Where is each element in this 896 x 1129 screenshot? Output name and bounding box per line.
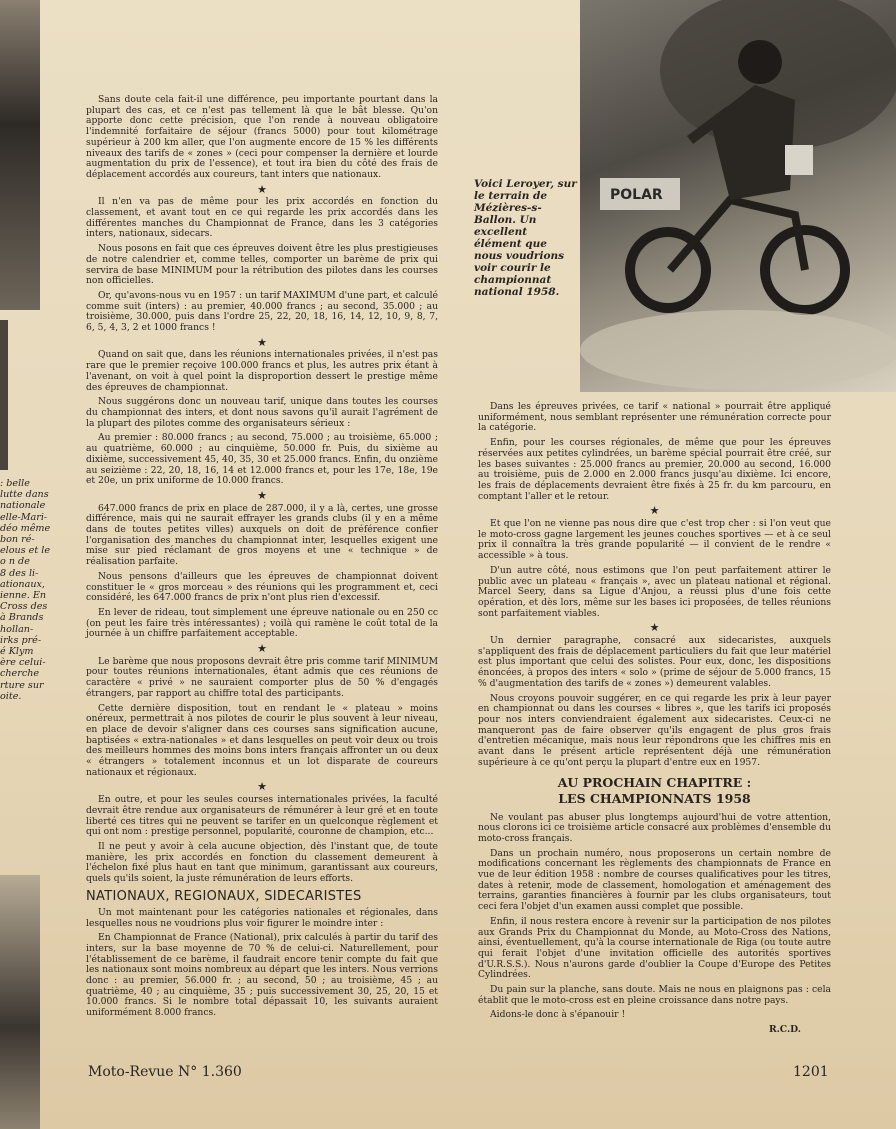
right-column (478, 402, 831, 1036)
paragraph: Nous croyons pouvoir suggérer, en ce qui regarde les prix à leur payer en championnat ou dans les courses « libres », que les tarifs ici proposés pour nos inters conviendraient également aux sidecaristes. Ceux-ci ne manqueront pas de faire observer qu'ils engagent de plus gros frais d'entretien mécanique, mais nous leur répondrons que les chiffres mis en avant dans le présent article représentent déjà une rémunération supérieure à ce qu'ont perçu la plupart d'entre eux en 1957. (478, 692, 831, 768)
side-fragment-line: irks pré- (0, 634, 42, 646)
paragraph: Il ne peut y avoir à cela aucune objection, dès l'instant que, de toute manière, les prix accordés en fonction du classement demeurent à l'échelon fixé plus haut en tant que minimum, garantissant aux coureurs, quels qu'ils soient, la juste rémunération de leurs efforts. (86, 841, 438, 885)
side-fragment-line: ationaux, (0, 578, 45, 590)
paragraph: Nous pensons d'ailleurs que les épreuves de championnat doivent constituer le « gros morceau » des réunions qui les programment et, ceci considéré, les 647.000 francs de prix n'ont plus rien d'excessif. (86, 570, 438, 604)
paragraph: Un dernier paragraphe, consacré aux sidecaristes, auxquels s'appliquent des frais de déplacement particuliers du fait que leur matériel est plus important que celui des solistes. Pour eux, donc, les dispositions énoncées, à propos des inters « solo » (prime de séjour de 5.000 francs, 15 % d'augmentation des tarifs de « zones ») demeurent valables. (478, 635, 831, 689)
paragraph: Sans doute cela fait-il une différence, peu importante pourtant dans la plupart des cas, et ce n'est pas tellement là que le bât blesse. Qu'on apporte donc cette précision, que l'on rende à nouveau obligatoire l'indemnité forfaitaire de séjour (francs 5000) pour tout kilométrage supérieur à 200 km aller, que l'on augmente encore de 15 % les différents niveaux des tarifs de « zones » (ceci pour compenser la dernière et lourde augmentation du prix de l'essence), et tout ira bien du côté des frais de déplacement accordés aux coureurs, tant inters que nationaux. (86, 94, 438, 180)
paragraph: Cette dernière disposition, tout en rendant le « plateau » moins onéreux, permettrait à nos pilotes de courir le plus souvent à leur niveau, en place de devoir s'aligner dans ces courses sans signification aucune, baptisées « extra-nationales » et dans lesquelles on peut voir deux ou trois des meilleurs hommes des moins bons inters français affronter un ou deux « étrangers » totalement inconnus et un lot disparate de coureurs nationaux et régionaux. (86, 702, 438, 778)
paragraph: Nous suggérons donc un nouveau tarif, unique dans toutes les courses du championnat des inters, et dont nous savons qu'il aurait l'agrément de la plupart des pilotes comme des organisateurs sérieux : (86, 396, 438, 429)
motocross-photo (580, 0, 896, 392)
side-fragment-line: o n de (0, 556, 30, 568)
photo-sign-text: POLAR (610, 187, 663, 203)
chapter-heading (478, 775, 831, 807)
side-fragment-line: ère celui- (0, 657, 46, 669)
separator-star: ★ (257, 488, 267, 502)
side-fragment-line: hollan- (0, 623, 34, 635)
footer-magazine-issue: Moto-Revue N° 1.360 (88, 1064, 242, 1080)
paragraph: Enfin, il nous restera encore à revenir sur la participation de nos pilotes aux Grands Prix du Championnat du Monde, au Moto-Cross des Nations, ainsi, éventuellement, qu'à la course internationale de Riga (ou toute autre qui ferait l'objet d'une invitation officielle des autorités sportives d'U.R.S.S.). Nous n'aurons garde d'oublier la Coupe d'Europe des Petites Cylindrées. (478, 915, 831, 981)
side-fragment-line: 8 des li- (0, 567, 39, 579)
side-fragment-line: elous et le (0, 545, 51, 557)
separator-star: ★ (649, 504, 660, 518)
paragraph: D'un autre côté, nous estimons que l'on peut parfaitement attirer le public avec un plateau « français », avec un plateau national et régional. Marcel Seery, dans sa Ligue d'Anjou, a réussi plus d'une fois cette opération, et dès lors, même sur les bases ici proposées, de telles réunions sont parfaitement viables. (478, 564, 831, 619)
section-subhead: NATIONAUX, REGIONAUX, SIDECARISTES (86, 888, 362, 904)
paragraph: Dans un prochain numéro, nous proposerons un certain nombre de modifications concernant les règlements des championnats de France en vue de leur édition 1958 : nombre de courses qualificatives pour les titres, dates à retenir, mode de classement, homologation et aménagement des terrains, garanties financières à fournir par les clubs organisateurs, tout ceci fera l'objet d'un examen aussi complet que possible. (478, 847, 831, 913)
photo-caption: Voici Leroyer, sur le terrain de Mézières-s-Ballon. Un excellent élément que nous voudrions voir courir le championnat national 1958. (474, 178, 577, 298)
chapter-heading-line-2: LES CHAMPIONNATS 1958 (558, 790, 751, 806)
footer-page-number: 1201 (793, 1064, 829, 1080)
side-fragment-line: é Klym (0, 646, 34, 658)
left-column (86, 95, 438, 1023)
paragraph: Enfin, pour les courses régionales, de même que pour les épreuves réservées aux petites cylindrées, un barème spécial pourrait être créé, sur les bases suivantes : 25.000 francs au premier, 20.000 au second, 16.000 au troisième, puis de 2.000 en 2.000 francs jusqu'au dixième. Ici encore, les frais de déplacements devraient être fixés à 25 fr. du km parcouru, en comptant l'aller et le retour. (478, 437, 831, 502)
separator-star: ★ (649, 621, 660, 635)
paragraph: Dans les épreuves privées, ce tarif « national » pourrait être appliqué uniformément, nous semblant représenter une rémunération correcte pour la catégorie. (478, 401, 831, 434)
paragraph: 647.000 francs de prix en place de 287.000, il y a là, certes, une grosse différence, mais qui ne saurait effrayer les grands clubs (il y en a même dans de toutes petites villes) auxquels on doit de préférence confier l'organisation des manches du championnat inter, lesquelles exigent une mise sur pied réclamant de gros moyens et une « technique » de réalisation parfaite. (86, 502, 438, 568)
paragraph: Nous posons en fait que ces épreuves doivent être les plus prestigieuses de notre calendrier et, comme telles, comporter un barème de prix qui servira de base MINIMUM pour la rétribution des pilotes dans les courses non officielles. (86, 243, 438, 287)
side-fragment-line: à Brands (0, 612, 44, 624)
separator-star: ★ (257, 335, 267, 349)
side-fragment-line: rture sur (0, 679, 44, 691)
left-photo-edge-bottom (0, 875, 40, 1129)
paragraph: En lever de rideau, tout simplement une épreuve nationale ou en 250 cc (on peut les faire très intéressantes) ; voilà qui ramène le coût total de la journée à un chiffre parfaitement acceptable. (86, 606, 438, 640)
separator-star: ★ (257, 780, 267, 794)
side-fragment-line: oite. (0, 690, 22, 702)
paragraph: Du pain sur la planche, sans doute. Mais ne nous en plaignons pas : cela établit que le moto-cross est en pleine croissance dans notre pays. (478, 984, 831, 1006)
paragraph: En outre, et pour les seules courses internationales privées, la faculté devrait être rendue aux organisateurs de rémunérer à leur gré et en toute liberté ces titres qui ne peuvent se tarifer en un quelconque règlement et qui ont nom : prestige personnel, popularité, couronne de champion, etc... (86, 794, 438, 838)
side-fragment-line: elle-Mari- (0, 511, 48, 523)
paragraph: Quand on sait que, dans les réunions internationales privées, il n'est pas rare que le premier reçoive 100.000 francs et plus, les autres prix étant à l'avenant, on voit à quel point la disproportion dessert le prestige même des épreuves de championnat. (86, 349, 438, 393)
side-fragment-line: ienne. En (0, 590, 47, 602)
separator-star: ★ (257, 642, 267, 656)
paragraph: Or, qu'avons-nous vu en 1957 : un tarif MAXIMUM d'une part, et calculé comme suit (inters) : au premier, 40.000 francs ; au second, 35.000 ; au troisième, 30.000, puis dans l'ordre 25, 22, 20, 18, 16, 14, 12, 10, 9, 8, 7, 6, 5, 4, 3, 2 et 1000 francs ! (86, 289, 438, 334)
side-fragment-line: déo même (0, 522, 51, 534)
paragraph: Il n'en va pas de même pour les prix accordés en fonction du classement, et avant tout en ce qui regarde les prix accordés dans les différentes manches du Championnat de France, dans les 3 catégories inters, nationaux, sidecars. (86, 196, 438, 240)
paragraph: En Championnat de France (National), prix calculés à partir du tarif des inters, sur la base moyenne de 70 % de celui-ci. Naturellement, pour l'établissement de ce barème, il faudrait encore tenir compte du fait que les nationaux sont moins nombreux au départ que les inters. Nous verrions donc : au premier, 56.000 fr. ; au second, 50 ; au troisième, 45 ; au quatrième, 40 ; au cinquième, 35 ; puis successivement 30, 25, 20, 15 et 10.000 francs. Si le nombre total dépassait 10, les suivants auraient uniformément 8.000 francs. (86, 932, 438, 1019)
paragraph: Un mot maintenant pour les catégories nationales et régionales, dans lesquelles nous ne voudrions plus voir figurer le moindre inter : (86, 906, 438, 929)
paragraph: Ne voulant pas abuser plus longtemps aujourd'hui de votre attention, nous clorons ici ce troisième article consacré aux problèmes d'ensemble du moto-cross français. (478, 811, 831, 844)
side-fragment-line: lutte dans (0, 489, 49, 501)
side-column-fragment (0, 478, 60, 702)
separator-star: ★ (257, 182, 267, 196)
side-fragment-line: nationale (0, 500, 46, 512)
paragraph: Aidons-le donc à s'épanouir ! (490, 1009, 626, 1021)
chapter-heading-line-1: AU PROCHAIN CHAPITRE : (557, 774, 752, 790)
paragraph: Et que l'on ne vienne pas nous dire que c'est trop cher : si l'on veut que le moto-cross gagne largement les jeunes couches sportives — et à ce seul prix il connaîtra la très grande popularité — il convient de le rendre « accessible » à tous. (478, 518, 831, 562)
left-photo-edge-mid (0, 320, 8, 470)
side-fragment-line: cherche (0, 668, 40, 680)
paragraph: Le barème que nous proposons devrait être pris comme tarif MINIMUM pour toutes réunions internationales, étant admis que ces réunions de caractère « privé » ne sauraient comporter plus de 50 % d'engagés étrangers, par rapport au chiffre total des participants. (86, 655, 438, 699)
signature: R.C.D. (768, 1024, 801, 1036)
paragraph: Au premier : 80.000 francs ; au second, 75.000 ; au troisième, 65.000 ; au quatrième, 60.000 ; au cinquième, 50.000 fr. Puis, du sixième au dixième, successivement 45, 40, 35, 30 et 25.000 francs. Enfin, du onzième au seizième : 22, 20, 18, 16, 14 et 12.000 francs et, pour les 17e, 18e, 19e et 20e, un prix uniforme de 10.000 francs. (86, 432, 438, 487)
side-fragment-line: Cross des (0, 601, 48, 613)
side-fragment-line: bon ré- (0, 534, 35, 546)
left-photo-edge-top (0, 0, 40, 310)
side-fragment-line: : belle (0, 478, 30, 489)
